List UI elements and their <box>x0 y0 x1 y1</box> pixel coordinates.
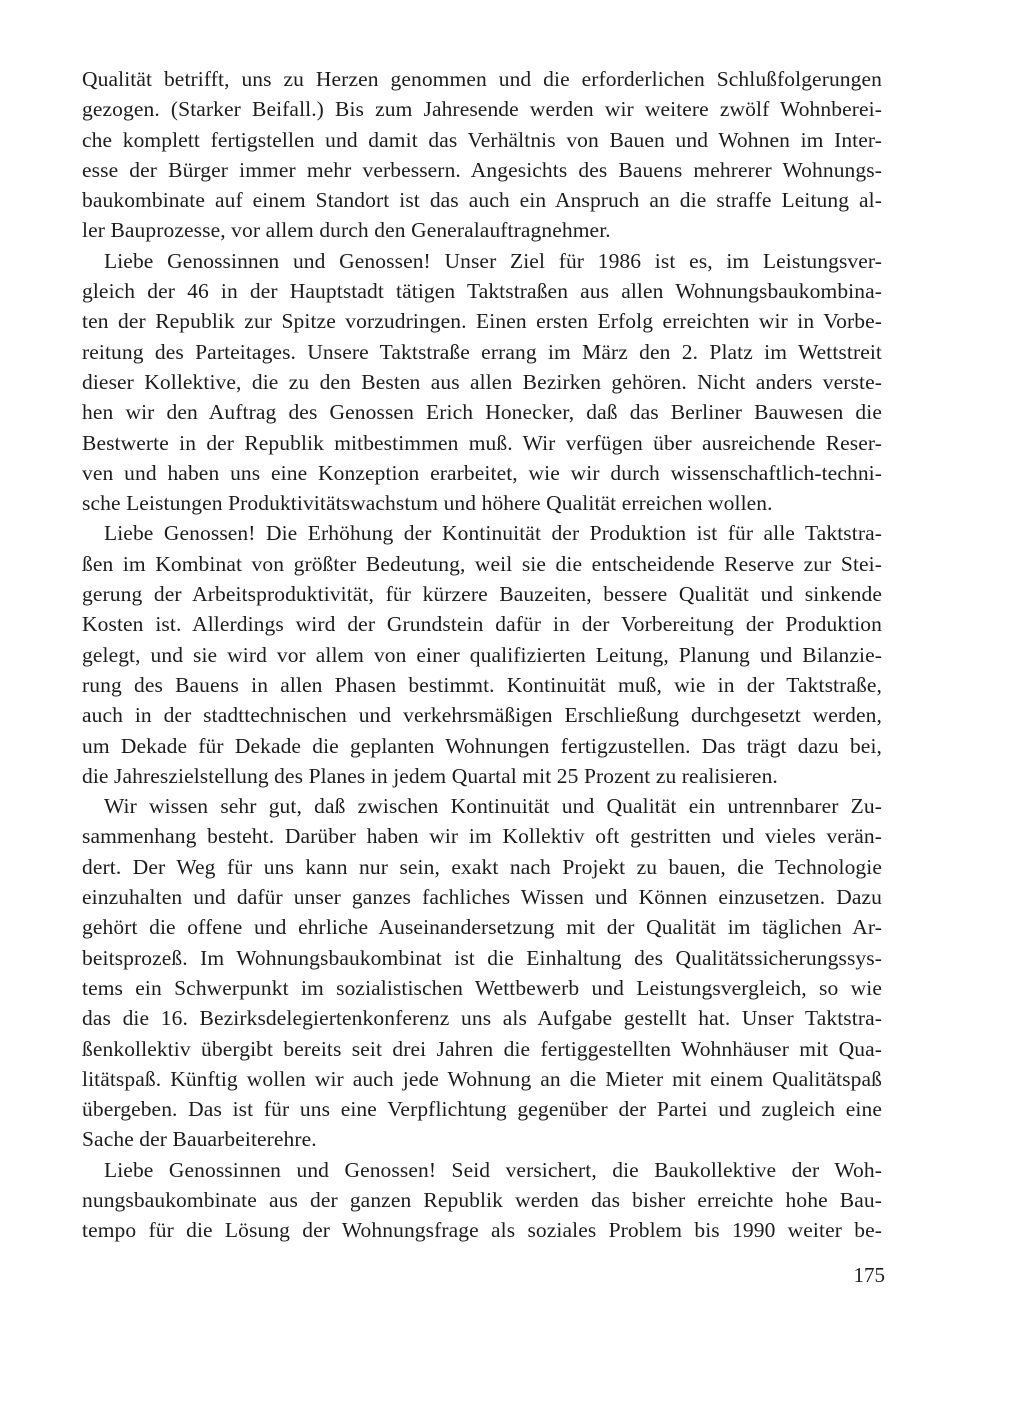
text-line: Qualität betrifft, uns zu Herzen genommen und die erforderlichen Schlußfolgerungen <box>82 67 882 91</box>
text-line: ßenkollektiv übergibt bereits seit drei Jahren die fertiggestellten Wohnhäuser mit Qua- <box>82 1036 882 1061</box>
text-line: gehört die offene und ehrliche Auseinandersetzung mit der Qualität im täglichen Ar- <box>82 915 882 940</box>
text-line: baukombinate auf einem Standort ist das auch ein Anspruch an die straffe Leitung al- <box>82 188 882 213</box>
text-line: Sache der Bauarbeiterehre. <box>82 1127 317 1152</box>
text-line: sche Leistungen Produktivitätswachstum und höhere Qualität erreichen wollen. <box>82 491 773 516</box>
text-line: übergeben. Das ist für uns eine Verpflichtung gegenüber der Partei und zugleich eine <box>82 1097 882 1122</box>
text-line: Liebe Genossinnen und Genossen! Unser Ziel für 1986 ist es, im Leistungsver- <box>104 248 882 273</box>
text-line: Kosten ist. Allerdings wird der Grundstein dafür in der Vorbereitung der Produktion <box>82 612 882 637</box>
text-line: gezogen. (Starker Beifall.) Bis zum Jahresende werden wir weitere zwölf Wohnberei- <box>82 97 882 122</box>
text-line: tempo für die Lösung der Wohnungsfrage als soziales Problem bis 1990 weiter be- <box>82 1218 882 1243</box>
text-line: auch in der stadttechnischen und verkehrsmäßigen Erschließung durchgesetzt werden, <box>82 703 882 728</box>
text-line: Liebe Genossinnen und Genossen! Seid versichert, die Baukollektive der Woh- <box>104 1157 882 1182</box>
text-line: che komplett fertigstellen und damit das Verhältnis von Bauen und Wohnen im Inter- <box>82 127 882 152</box>
text-line: Liebe Genossen! Die Erhöhung der Kontinuität der Produktion ist für alle Taktstra- <box>104 521 882 546</box>
text-line: ven und haben uns eine Konzeption erarbeitet, wie wir durch wissenschaftlich-techni- <box>82 460 882 485</box>
text-line: ler Bauprozesse, vor allem durch den Generalauftragnehmer. <box>82 218 611 243</box>
text-line: reitung des Parteitages. Unsere Taktstraße errang im März den 2. Platz im Wettstreit <box>82 339 882 364</box>
text-line: dert. Der Weg für uns kann nur sein, exakt nach Projekt zu bauen, die Technologie <box>82 854 882 879</box>
page-number: 175 <box>853 1263 885 1287</box>
text-line: gleich der 46 in der Hauptstadt tätigen Taktstraßen aus allen Wohnungsbaukombina- <box>82 279 882 304</box>
text-line: Bestwerte in der Republik mitbestimmen muß. Wir verfügen über ausreichende Reser- <box>82 430 882 455</box>
text-line: Wir wissen sehr gut, daß zwischen Kontinuität und Qualität ein untrennbarer Zu- <box>104 794 882 819</box>
text-line: tems ein Schwerpunkt im sozialistischen Wettbewerb und Leistungsvergleich, so wie <box>82 975 882 1000</box>
text-line: beitsprozeß. Im Wohnungsbaukombinat ist die Einhaltung des Qualitätssicherungssys- <box>82 945 882 970</box>
text-line: nungsbaukombinate aus der ganzen Republik werden das bisher erreichte hohe Bau- <box>82 1187 882 1212</box>
text-line: sammenhang besteht. Darüber haben wir im Kollektiv oft gestritten und vieles verän- <box>82 824 882 849</box>
text-line: esse der Bürger immer mehr verbessern. Angesichts des Bauens mehrerer Wohnungs- <box>82 157 882 182</box>
text-line: einzuhalten und dafür unser ganzes fachliches Wissen und Können einzusetzen. Dazu <box>82 885 882 910</box>
text-line: gelegt, und sie wird vor allem von einer qualifizierten Leitung, Planung und Bilanzie- <box>82 642 882 667</box>
text-line: rung des Bauens in allen Phasen bestimmt. Kontinuität muß, wie in der Taktstraße, <box>82 672 882 697</box>
text-line: die Jahreszielstellung des Planes in jedem Quartal mit 25 Prozent zu realisieren. <box>82 763 778 788</box>
text-line: das die 16. Bezirksdelegiertenkonferenz uns als Aufgabe gestellt hat. Unser Taktstra- <box>82 1006 882 1031</box>
text-line: um Dekade für Dekade die geplanten Wohnungen fertigzustellen. Das trägt dazu bei, <box>82 733 882 758</box>
text-line: ten der Republik zur Spitze vorzudringen. Einen ersten Erfolg erreichten wir in Vorbe- <box>82 309 882 334</box>
text-line: dieser Kollektive, die zu den Besten aus allen Bezirken gehören. Nicht anders verste- <box>82 369 882 394</box>
body-text <box>82 64 882 1246</box>
text-line: hen wir den Auftrag des Genossen Erich Honecker, daß das Berliner Bauwesen die <box>82 400 882 425</box>
text-line: gerung der Arbeitsproduktivität, für kürzere Bauzeiten, bessere Qualität und sinkende <box>82 582 882 607</box>
text-line: ßen im Kombinat von größter Bedeutung, weil sie die entscheidende Reserve zur Stei- <box>82 551 882 576</box>
text-line: litätspaß. Künftig wollen wir auch jede Wohnung an die Mieter mit einem Qualitätspaß <box>82 1066 882 1091</box>
